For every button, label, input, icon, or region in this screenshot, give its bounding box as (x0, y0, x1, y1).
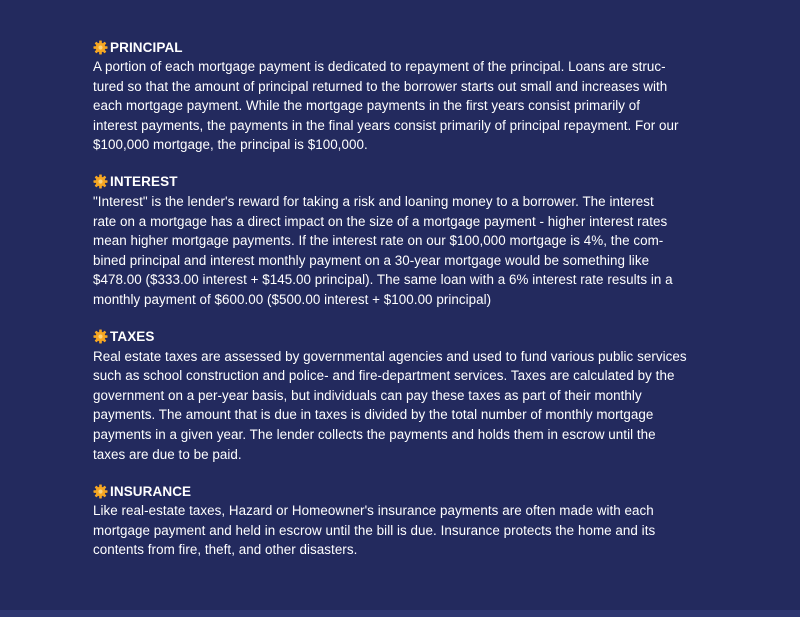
text-line: Like real-estate taxes, Hazard or Homeowner's insurance payments are often made with each (93, 503, 654, 519)
section-insurance (93, 482, 703, 560)
section-heading (93, 482, 703, 500)
text-line: Real estate taxes are assessed by governmental agencies and used to fund various public services (93, 348, 687, 364)
text-line: A portion of each mortgage payment is dedicated to repayment of the principal. Loans are struc- (93, 59, 666, 74)
text-line: rate on a mortgage has a direct impact on the size of a mortgage payment - higher interest rates (93, 213, 668, 229)
gear-icon (93, 174, 108, 189)
section-title: PRINCIPAL (110, 39, 183, 55)
gear-icon (93, 329, 108, 344)
section-principal (93, 38, 703, 155)
section-title: TAXES (110, 329, 155, 345)
text-line: payments in a given year. The lender collects the payments and holds them in escrow until the (93, 426, 656, 442)
section-body (93, 501, 703, 560)
section-body (93, 347, 703, 465)
text-line: mean higher mortgage payments. If the interest rate on our $100,000 mortgage is 4%, the com- (93, 233, 664, 249)
section-body (93, 192, 703, 310)
text-line: contents from fire, theft, and other disasters. (93, 542, 358, 558)
text-line: interest payments, the payments in the final years consist primarily of principal repayment. For our (93, 117, 679, 133)
text-line: tured so that the amount of principal returned to the borrower starts out small and increases with (93, 78, 668, 94)
section-heading (93, 173, 703, 191)
mortgage-components-content (93, 38, 703, 578)
section-title: INSURANCE (110, 483, 192, 499)
gear-icon (93, 40, 108, 55)
text-line: each mortgage payment. While the mortgage payments in the first years consist primarily of (93, 98, 641, 114)
bottom-divider (0, 610, 800, 617)
text-line: taxes are due to be paid. (93, 446, 242, 462)
text-line: "Interest" is the lender's reward for taking a risk and loaning money to a borrower. The interest (93, 193, 654, 209)
text-line: $100,000 mortgage, the principal is $100,000. (93, 137, 368, 153)
section-heading (93, 328, 703, 346)
section-heading (93, 38, 703, 56)
section-body (93, 57, 703, 155)
text-line: monthly payment of $600.00 ($500.00 interest + $100.00 principal) (93, 291, 492, 307)
text-line: such as school construction and police- and fire-department services. Taxes are calculated by the (93, 368, 675, 384)
section-interest (93, 173, 703, 310)
gear-icon (93, 484, 108, 499)
text-line: payments. The amount that is due in taxes is divided by the total number of monthly mortgage (93, 407, 654, 423)
section-taxes (93, 328, 703, 465)
text-line: government on a per-year basis, but individuals can pay these taxes as part of their monthly (93, 387, 642, 403)
section-title: INTEREST (110, 174, 178, 190)
text-line: $478.00 ($333.00 interest + $145.00 principal). The same loan with a 6% interest rate results in a (93, 272, 673, 288)
text-line: mortgage payment and held in escrow until the bill is due. Insurance protects the home and its (93, 522, 656, 538)
text-line: bined principal and interest monthly payment on a 30-year mortgage would be something like (93, 252, 650, 268)
